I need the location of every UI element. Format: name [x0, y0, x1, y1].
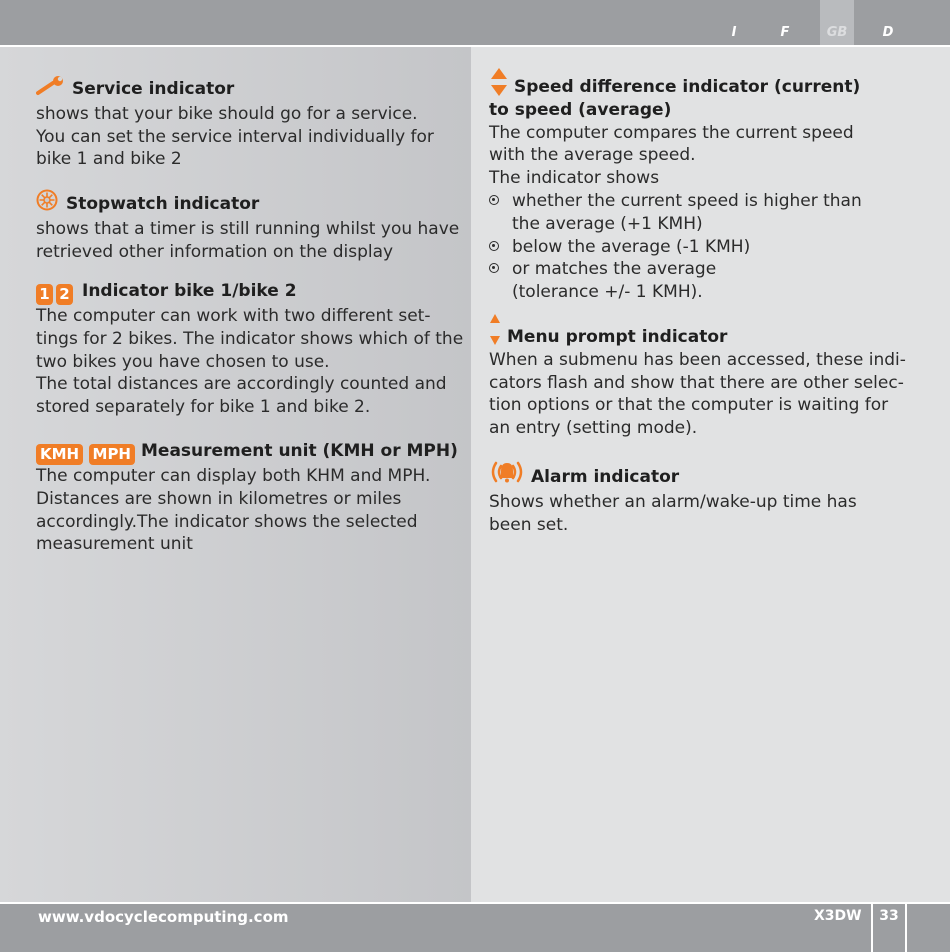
- service-title: Service indicator: [72, 79, 235, 99]
- footer-model: X3DW: [814, 908, 862, 924]
- service-section: [36, 76, 466, 171]
- tab-language-i[interactable]: I: [731, 25, 737, 40]
- alarm-section: [489, 460, 929, 536]
- speed-bullet-matches: or matches the average (tolerance +/- 1 KMH).: [489, 258, 929, 304]
- stopwatch-body: shows that a timer is still running whilst you have retrieved other information on the display: [36, 218, 460, 262]
- alarm-title: Alarm indicator: [531, 467, 680, 487]
- menu-arrows-icon: [489, 312, 501, 353]
- bike-1-icon: 1: [36, 284, 53, 305]
- unit-body: The computer can display both KHM and MPH. Distances are shown in kilometres or miles accordingly.The indicator shows the selected measurement unit: [36, 466, 431, 555]
- footer-url-link[interactable]: www.vdocyclecomputing.com: [38, 908, 289, 926]
- tab-language-f[interactable]: F: [780, 25, 790, 40]
- tab-language-d[interactable]: D: [882, 25, 894, 40]
- menu-section: [489, 312, 929, 440]
- tab-language-gb[interactable]: GB: [820, 0, 854, 45]
- speed-bullet-higher: whether the current speed is higher than the average (+1 KMH): [489, 190, 929, 236]
- speed-section: [489, 68, 929, 304]
- bike-2-icon: 2: [56, 284, 73, 305]
- bullet-icon: [489, 241, 499, 251]
- bullet-icon: [489, 263, 499, 273]
- alarm-bell-icon: [489, 460, 525, 491]
- page-number: 33: [879, 908, 899, 924]
- unit-title: Measurement unit (KMH or MPH): [141, 441, 458, 461]
- speed-title: Speed difference indicator (current) to speed (average): [489, 77, 861, 120]
- stopwatch-title: Stopwatch indicator: [66, 194, 260, 214]
- speed-arrows-icon: [489, 68, 509, 105]
- speed-body: The computer compares the current speed with the average speed. The indicator shows: [489, 122, 854, 189]
- service-body: shows that your bike should go for a service. You can set the service interval individually for bike 1 and bike 2: [36, 103, 434, 170]
- footer-divider: [0, 902, 950, 904]
- bike-title: Indicator bike 1/bike 2: [82, 281, 297, 301]
- menu-title: Menu prompt indicator: [507, 327, 728, 347]
- wrench-icon: [36, 76, 66, 103]
- footer-separator: [905, 904, 907, 952]
- bike-section: [36, 280, 466, 419]
- bullet-icon: [489, 195, 499, 205]
- speed-bullet-below: below the average (-1 KMH): [489, 236, 929, 259]
- unit-section: [36, 440, 466, 556]
- menu-body: When a submenu has been accessed, these indi- cators flash and show that there are other selec- tion options or that the computer is waiting for an entry (setting mode).: [489, 349, 906, 439]
- stopwatch-section: [36, 189, 466, 263]
- stopwatch-icon: [36, 189, 60, 218]
- mph-icon: MPH: [89, 444, 135, 465]
- bike-body: The computer can work with two different set- tings for 2 bikes. The indicator shows which of the two bikes you have chosen to use. The total distances are accordingly counted and stored separately for bike 1 and bike 2.: [36, 306, 464, 418]
- kmh-icon: KMH: [36, 444, 83, 465]
- header-bar: [0, 0, 950, 45]
- alarm-body: Shows whether an alarm/wake-up time has been set.: [489, 491, 857, 535]
